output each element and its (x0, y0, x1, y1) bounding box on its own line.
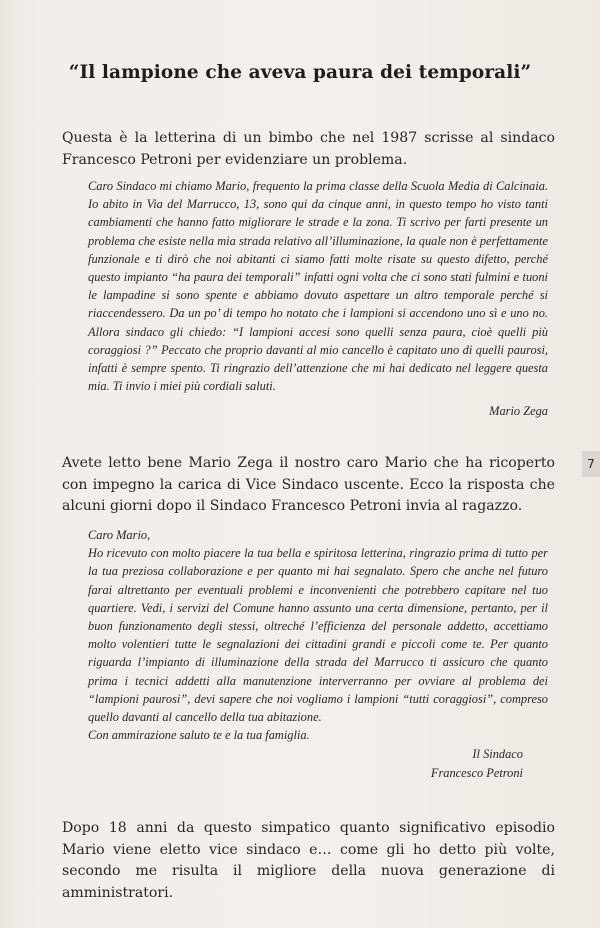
page-number: 7 (582, 451, 600, 477)
mayor-letter-salutation: Caro Mario, (88, 528, 151, 542)
mayor-letter-closing: Con ammirazione saluto te e la tua famiglia. (88, 728, 310, 743)
page-title: “Il lampione che aveva paura dei temporali” (68, 62, 532, 83)
child-letter (88, 177, 548, 395)
mayor-signature-name: Francesco Petroni (430, 766, 523, 780)
mayor-letter (88, 526, 548, 744)
closing-paragraph: Dopo 18 anni da questo simpatico quanto significativo episodio Mario viene eletto vice sindaco e… come gli ho detto più volte, secondo me risulta il migliore della nuova generazione di amministratori. (62, 820, 555, 901)
mayor-signature-title: Il Sindaco (472, 747, 523, 761)
child-letter-body: Caro Sindaco mi chiamo Mario, frequento la prima classe della Scuola Media di Calcinaia. Io abito in Via del Marrucco, 13, sono qui da cinque anni, in questo tempo ho visto tanti cambiamenti che hanno fatto migliorare le strade e la zona. Ti scrivo per farti presente un problema che esiste nella mia strada relativo all’illuminazione, la quale non è perfettamente funzionale e ti dirò che noi abitanti ci siamo fatti molte risate su questo difetto, perché questo impianto “ha paura dei temporali” infatti ogni volta che ci sono stati fulmini e tuoni le lampadine si sono spente e abbiamo dovuto aspettare un altro temporale perché si riaccendessero. Da un po’ di tempo ho notato che i lampioni si accendono uno sì e uno no. Allora sindaco gli chiedo: “I lampioni accesi sono quelli senza paura, cioè quelli più coraggiosi ?” Peccato che proprio davanti al mio cancello è capitato uno di quelli paurosi, infatti è sempre spento. Ti ringrazio dell’attenzione che mi hai dedicato nel leggere questa mia. Ti invio i miei più cordiali saluti. (88, 179, 548, 394)
intro-paragraph: Questa è la letterina di un bimbo che nel 1987 scrisse al sindaco Francesco Petroni per evidenziare un problema. (62, 130, 555, 168)
mayor-letter-body: Ho ricevuto con molto piacere la tua bella e spiritosa letterina, ringrazio prima di tutto per la tua preziosa collaborazione e per quanto mi hai segnalato. Spero che anche nel futuro farai altrettanto per eventuali problemi e inconvenienti che potrebbero capitare nel tuo quartiere. Vedi, i servizi del Comune hanno assunto una certa dimensione, pertanto, per il buon funzionamento degli stessi, oltreché l’efficienza del personale addetto, accettiamo molto volentieri tutte le segnalazioni dei cittadini grandi e piccoli come te. Per quanto riguarda l’impianto di illuminazione della strada del Marrucco ti assicuro che quanto prima i tecnici addetti alla manutenzione interverranno per ovviare al problema dei “lampioni paurosi”, devi sapere che noi vogliamo i lampioni “tutti coraggiosi”, compreso quello davanti al cancello della tua abitazione. (88, 546, 548, 725)
child-signature: Mario Zega (489, 404, 548, 418)
middle-paragraph: Avete letto bene Mario Zega il nostro caro Mario che ha ricoperto con impegno la carica di Vice Sindaco uscente. Ecco la risposta che alcuni giorni dopo il Sindaco Francesco Petroni invia al ragazzo. (62, 455, 555, 514)
